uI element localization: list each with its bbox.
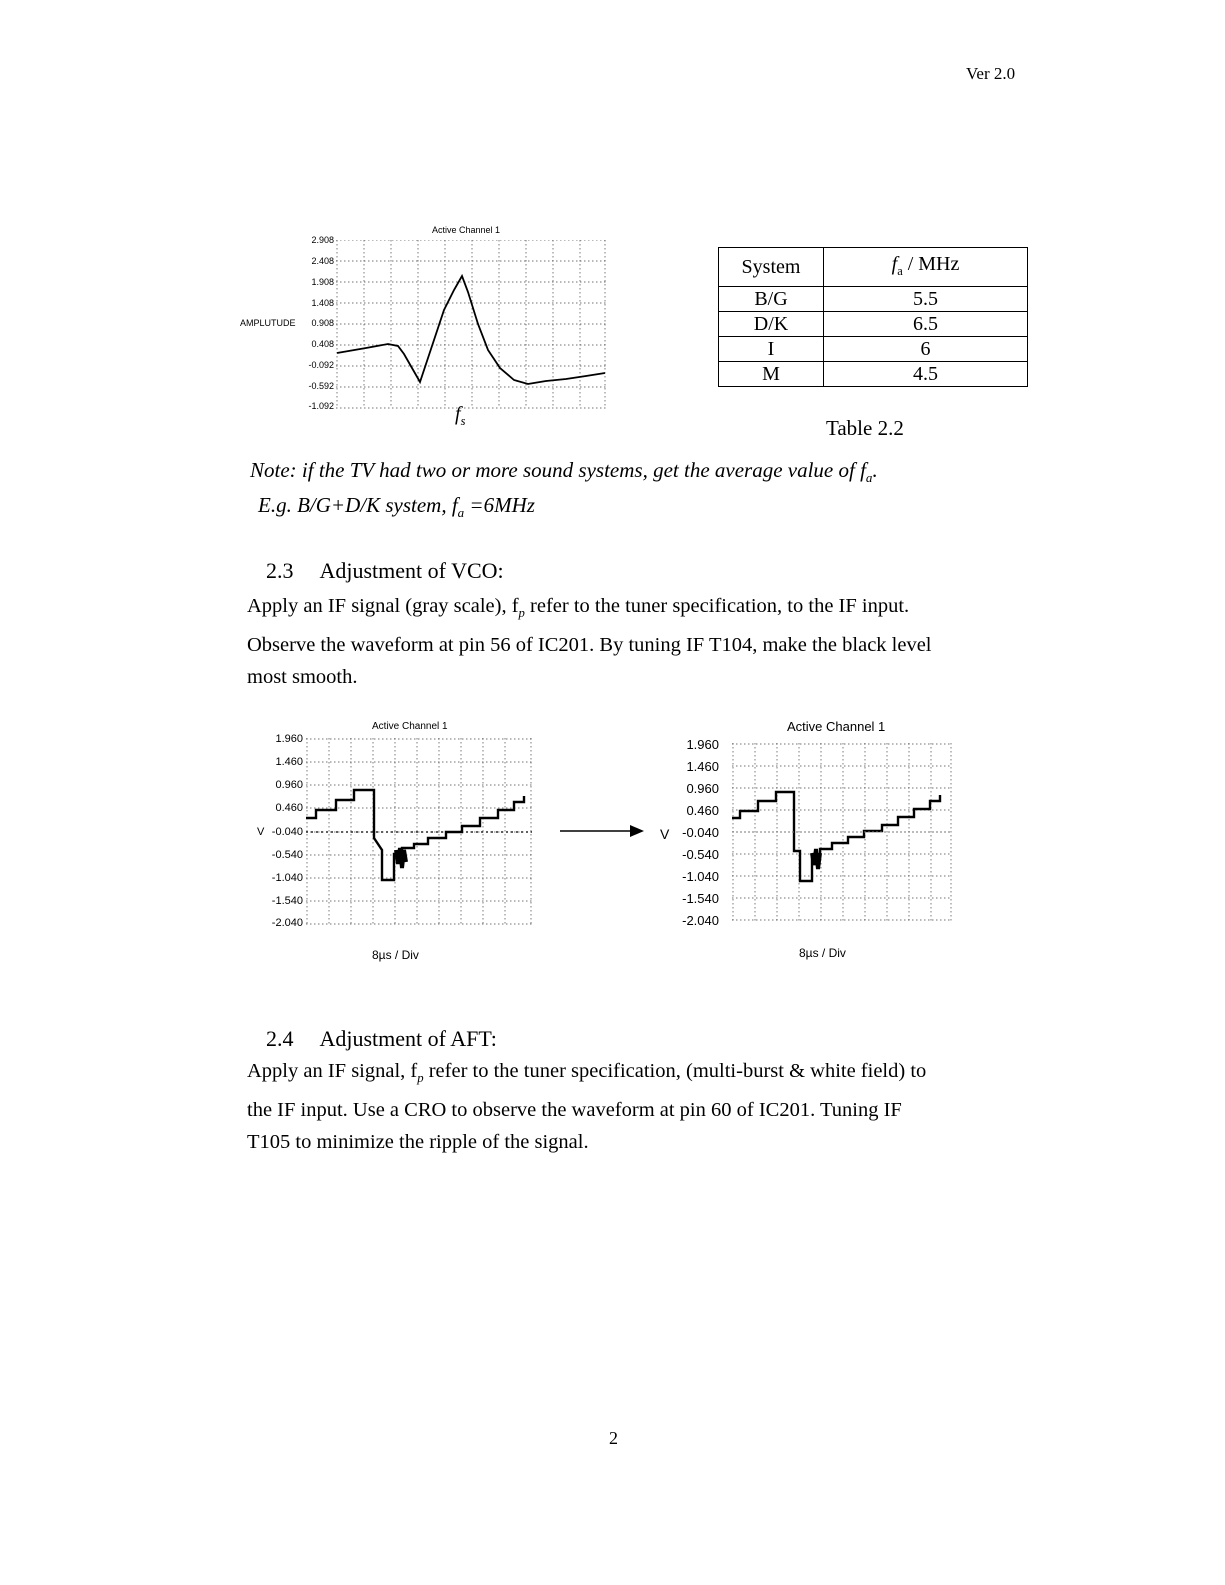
y-tick: -0.040 bbox=[682, 825, 719, 840]
y-tick: -0.592 bbox=[308, 381, 334, 391]
y-tick: -0.040 bbox=[271, 826, 303, 838]
y-axis-label: V bbox=[257, 826, 265, 838]
y-tick: -2.040 bbox=[271, 917, 303, 929]
table-header-row bbox=[719, 248, 1028, 287]
table-row bbox=[719, 312, 1028, 337]
table-row bbox=[719, 362, 1028, 387]
paragraph-line: most smooth. bbox=[247, 666, 358, 689]
table-row bbox=[719, 287, 1028, 312]
example-line: E.g. B/G+D/K system, $f_a =6MHz$ bbox=[258, 493, 535, 521]
table-row bbox=[719, 337, 1028, 362]
paragraph-line: Observe the waveform at pin 56 of IC201. By tuning IF T104, make the black level bbox=[247, 634, 932, 657]
paragraph-line: Apply an IF signal (gray scale), $f_p$ refer to the tuner specification, to the IF input. bbox=[247, 595, 910, 621]
section-2-3-paragraph bbox=[247, 590, 1027, 693]
y-tick: 0.460 bbox=[275, 802, 303, 814]
version-label: Ver 2.0 bbox=[966, 64, 1016, 83]
y-tick: 1.408 bbox=[311, 298, 334, 308]
y-tick: 0.960 bbox=[275, 779, 303, 791]
y-tick: -1.540 bbox=[682, 891, 719, 906]
y-tick: -0.540 bbox=[682, 847, 719, 862]
cell-fa: 6.5 bbox=[824, 312, 1028, 337]
y-tick: -0.092 bbox=[308, 360, 334, 370]
x-axis-label: 8µs / Div bbox=[372, 948, 419, 962]
waveform-plot-after bbox=[732, 743, 954, 929]
cell-system: I bbox=[719, 337, 824, 362]
note-line: Note: if the TV had two or more sound systems, get the average value of $f_a$. bbox=[250, 458, 878, 486]
cell-fa: 4.5 bbox=[824, 362, 1028, 387]
y-tick: 0.908 bbox=[311, 318, 334, 328]
cell-system: B/G bbox=[719, 287, 824, 312]
waveform-plot-fs bbox=[336, 240, 608, 410]
y-axis-label: V bbox=[660, 826, 670, 842]
y-tick: 1.908 bbox=[311, 277, 334, 287]
y-tick: 1.460 bbox=[275, 756, 303, 768]
y-tick: 1.460 bbox=[686, 759, 719, 774]
y-tick: -1.092 bbox=[308, 401, 334, 411]
y-tick: 0.408 bbox=[311, 339, 334, 349]
cell-fa: 6 bbox=[824, 337, 1028, 362]
plot-title: Active Channel 1 bbox=[432, 225, 501, 235]
section-2-4-paragraph bbox=[247, 1055, 1027, 1158]
header-fa: $f_a$ / MHz bbox=[824, 248, 1028, 287]
paragraph-line: T105 to minimize the ripple of the signal. bbox=[247, 1131, 589, 1154]
cell-system: D/K bbox=[719, 312, 824, 337]
y-tick: -2.040 bbox=[682, 913, 719, 928]
fs-marker: $f_s$ bbox=[455, 403, 466, 428]
cell-system: M bbox=[719, 362, 824, 387]
y-tick: 1.960 bbox=[275, 733, 303, 745]
plot-title: Active Channel 1 bbox=[787, 719, 886, 734]
waveform-plot-before bbox=[306, 738, 534, 928]
y-tick: -1.540 bbox=[271, 895, 303, 907]
y-tick: -1.040 bbox=[271, 872, 303, 884]
x-axis-label: 8µs / Div bbox=[799, 946, 846, 960]
y-tick: 0.960 bbox=[686, 781, 719, 796]
page-number: 2 bbox=[609, 1428, 618, 1448]
section-heading-2-3: 2.3 Adjustment of VCO: bbox=[266, 558, 504, 583]
y-axis-label: AMPLUTUDE bbox=[240, 318, 296, 328]
section-heading-2-4: 2.4 Adjustment of AFT: bbox=[266, 1026, 497, 1051]
paragraph-line: the IF input. Use a CRO to observe the waveform at pin 60 of IC201. Tuning IF bbox=[247, 1099, 902, 1122]
y-tick: 2.408 bbox=[311, 256, 334, 266]
table-caption: Table 2.2 bbox=[826, 416, 904, 440]
y-tick: -0.540 bbox=[271, 849, 303, 861]
y-tick: 2.908 bbox=[311, 235, 334, 245]
cell-fa: 5.5 bbox=[824, 287, 1028, 312]
sound-system-table bbox=[718, 247, 1028, 387]
arrow-right-icon bbox=[560, 822, 646, 840]
y-tick: 1.960 bbox=[686, 737, 719, 752]
y-tick: -1.040 bbox=[682, 869, 719, 884]
paragraph-line: Apply an IF signal, $f_p$ refer to the tuner specification, (multi-burst & white field) to bbox=[247, 1060, 927, 1086]
plot-title: Active Channel 1 bbox=[372, 721, 448, 732]
y-tick: 0.460 bbox=[686, 803, 719, 818]
header-system: System bbox=[719, 248, 824, 287]
